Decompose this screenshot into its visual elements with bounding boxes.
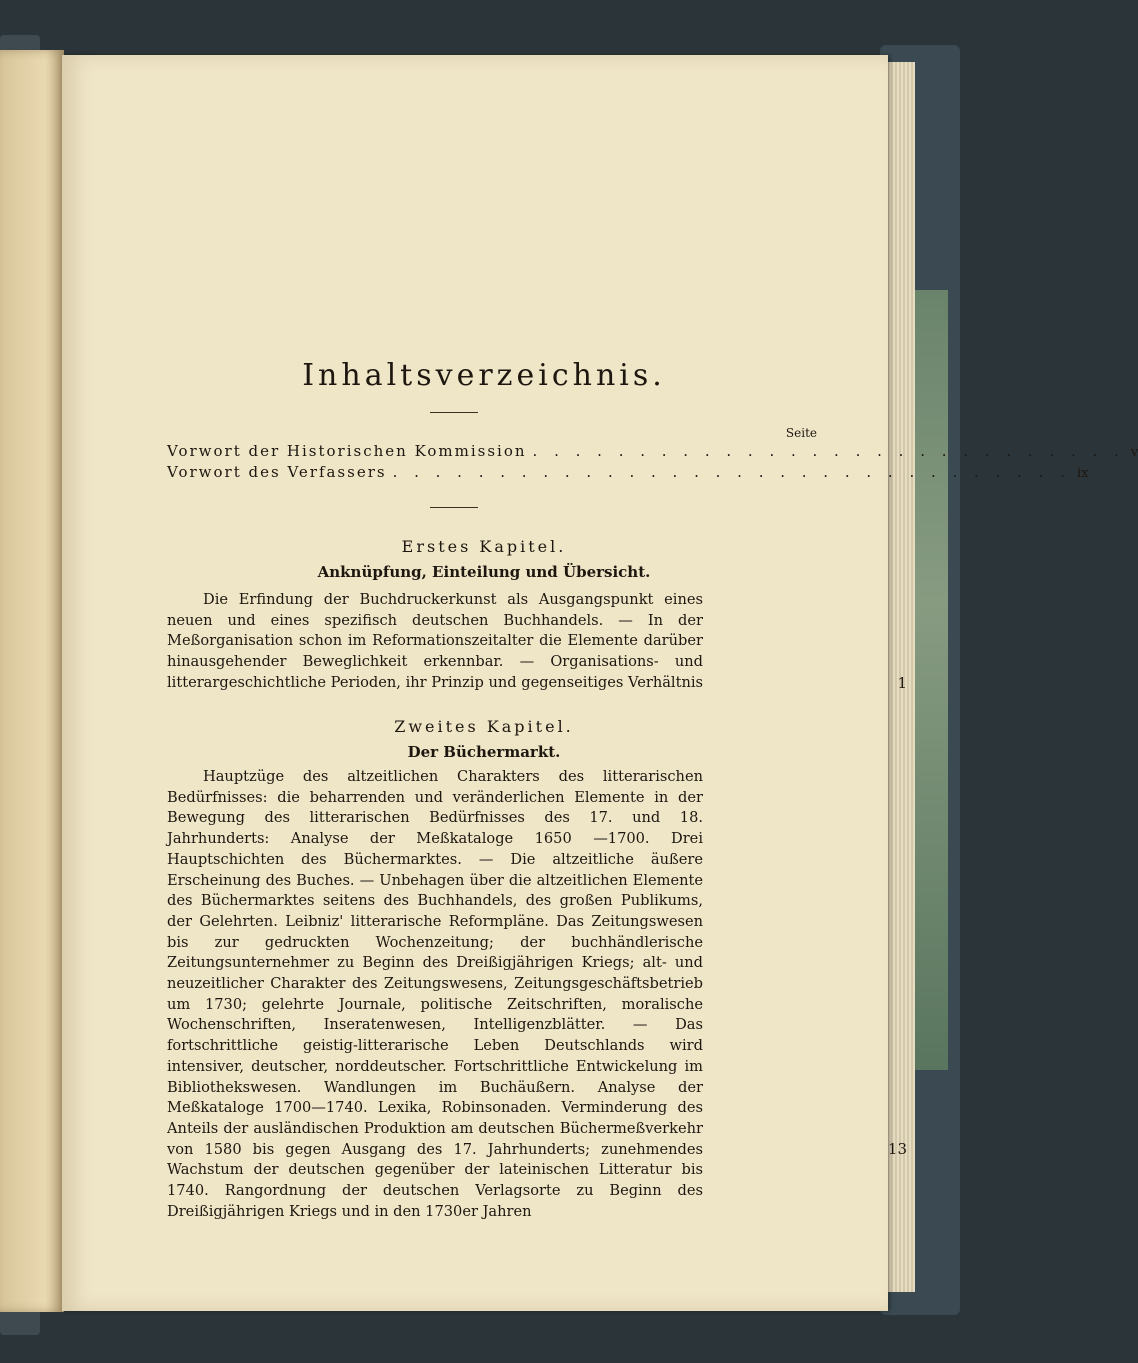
toc-entry-page: v xyxy=(1130,445,1138,460)
seite-label: Seite xyxy=(785,426,817,440)
cover-marbling xyxy=(910,290,948,1070)
book-page xyxy=(62,55,1138,1311)
toc-entry-label: Vorwort der Historischen Kommission xyxy=(167,442,527,460)
toc-entry[interactable] xyxy=(167,442,1138,460)
chapter-summary-text: Die Erfindung der Buchdruckerkunst als Ausgangspunkt eines neuen und eines spezifisch deutschen Buchhandels. — In der Meßorganisation schon im Reformationszeitalter die Elemente darüber hinausgehender Beweglichkeit erkennbar. — Organisations- und litterargeschichtliche Perioden, ihr Prinzip und gegenseitiges Verhältnis xyxy=(167,591,704,691)
page-title: Inhaltsverzeichnis. xyxy=(302,358,666,393)
toc-entry[interactable] xyxy=(167,463,1089,481)
chapter-page-number[interactable]: 13 xyxy=(887,1140,907,1158)
toc-entry-page: ix xyxy=(1076,466,1089,481)
chapter-summary xyxy=(167,767,703,1222)
chapter-heading: Erstes Kapitel. xyxy=(401,537,567,556)
chapter-subtitle: Anknüpfung, Einteilung und Übersicht. xyxy=(317,563,651,581)
chapter-heading: Zweites Kapitel. xyxy=(394,717,574,736)
chapter-subtitle: Der Büchermarkt. xyxy=(407,743,561,761)
chapter-summary xyxy=(167,590,703,694)
leader-dots: . . . . . . . . . . . . . . . . . . . . . . . . . . . . . . . . xyxy=(392,463,1071,481)
leader-dots: . . . . . . . . . . . . . . . . . . . . . . . . . . . . xyxy=(532,442,1125,460)
section-rule xyxy=(430,507,478,508)
title-rule xyxy=(430,412,478,413)
toc-entry-label: Vorwort des Verfassers xyxy=(167,463,387,481)
left-page-edge xyxy=(0,50,64,1312)
chapter-page-number[interactable]: 1 xyxy=(897,674,907,692)
chapter-summary-text: Hauptzüge des altzeitlichen Charakters des litterarischen Bedürfnisses: die beharrenden und veränderlichen Elemente in der Bewegung des litterarischen Bedürfnisses des 17. und 18. Jahrhunderts: Analyse der Meßkataloge 1650 —1700. Drei Hauptschichten des Büchermarktes. — Die altzeitliche äußere Erscheinung des Buches. — Unbehagen über die altzeitlichen Elemente des Büchermarktes seitens des Buchhandels, des großen Publikums, der Gelehrten. Leibniz' litterarische Reformpläne. Das Zeitungswesen bis zur gedruckten Wochenzeitung; der buchhändlerische Zeitungsunternehmer zu Beginn des Dreißigjährigen Kriegs; alt- und neuzeitlicher Charakter des Zeitungswesens, Zeitungsgeschäftsbetrieb um 1730; gelehrte Journale, politische Zeitschriften, moralische Wochenschriften, Inseratenwesen, Intelligenzblätter. — Das fortschrittliche geistig-litterarische Leben Deutschlands wird intensiver, deutscher, norddeutscher. Fortschrittliche Entwickelung im Bibliothekswesen. Wandlungen im Buchäußern. Analyse der Meßkataloge 1700—1740. Lexika, Robinsonaden. Verminderung des Anteils der ausländischen Produktion am deutschen Büchermeßverkehr von 1580 bis gegen Ausgang des 17. Jahrhunderts; zunehmendes Wachstum der deutschen gegenüber der lateinischen Litteratur bis 1740. Rangordnung der deutschen Verlagsorte zu Beginn des Dreißigjährigen Kriegs und in den 1730er Jahren xyxy=(167,768,703,1220)
